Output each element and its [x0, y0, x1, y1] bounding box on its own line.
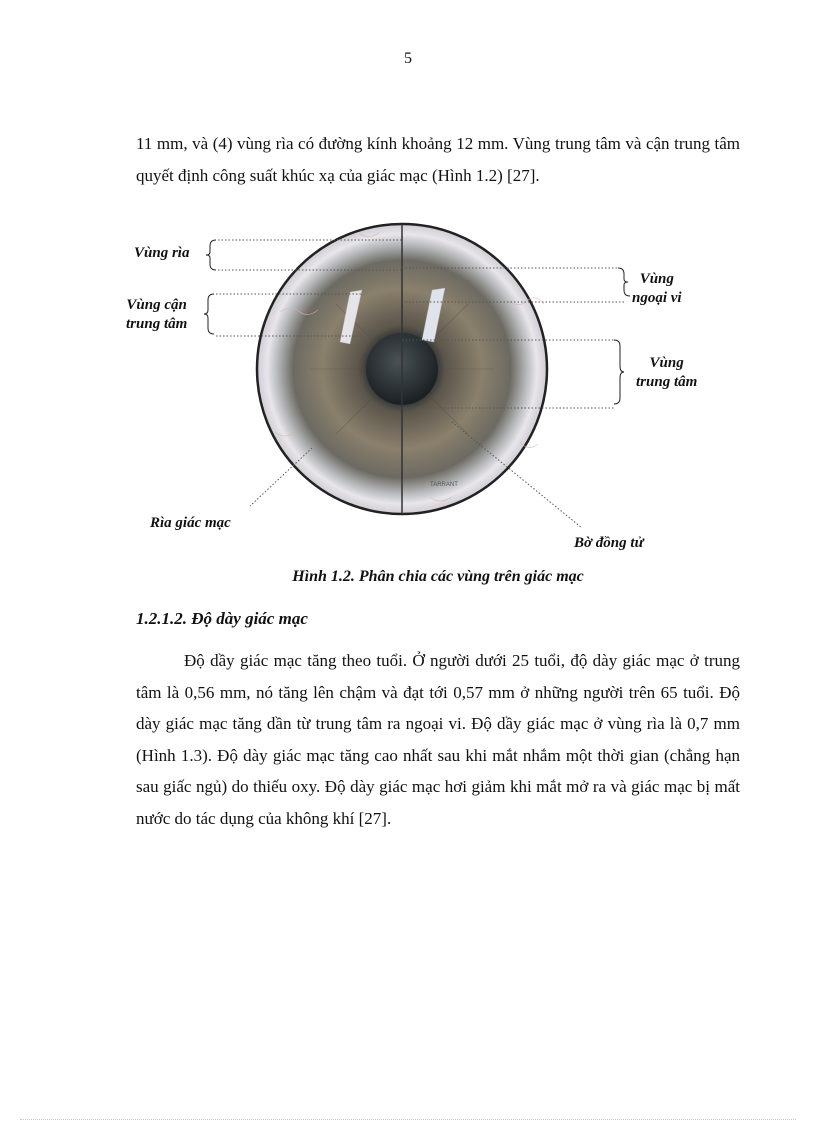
- figure-caption: Hình 1.2. Phân chia các vùng trên giác mạc: [292, 568, 584, 585]
- label-central-zone: Vùng trung tâm: [636, 355, 698, 390]
- intro-paragraph: 11 mm, và (4) vùng rìa có đường kính khoảng 12 mm. Vùng trung tâm và cận trung tâm quyết định công suất khúc xạ của giác mạc (Hình 1.2) [27].: [136, 134, 740, 185]
- label-paracentral-zone: Vùng cận trung tâm: [126, 297, 188, 332]
- page-number: 5: [404, 50, 412, 67]
- footer-divider: [20, 1119, 796, 1120]
- bracket-central: [614, 340, 624, 404]
- label-pupil-margin: Bờ đồng tử: [574, 535, 644, 551]
- bracket-limbus: [206, 240, 216, 270]
- body-paragraph: Độ dầy giác mạc tăng theo tuổi. Ở người dưới 25 tuổi, độ dày giác mạc ở trung tâm là 0,56 mm, nó tăng lên chậm và đạt tới 0,57 mm ở những người trên 65 tuổi. Độ dày giác mạc tăng dần từ trung tâm ra ngoại vi. Độ dầy giác mạc ở vùng rìa là 0,7 mm (Hình 1.3). Độ dày giác mạc tăng cao nhất sau khi mắt nhắm một thời gian (chẳng hạn sau giấc ngủ) do thiếu oxy. Độ dày giác mạc hơi giảm khi mắt mở ra và giác mạc bị mất nước do tác dụng của không khí [27].: [136, 651, 740, 828]
- bracket-paracentral: [204, 294, 214, 334]
- artist-signature: TARRANT: [430, 482, 458, 488]
- bracket-peripheral: [618, 268, 630, 296]
- section-heading: 1.2.1.2. Độ dày giác mạc: [136, 609, 308, 628]
- label-peripheral-zone: Vùng ngoại vi: [632, 271, 682, 306]
- label-limbus-zone: Vùng rìa: [134, 245, 190, 261]
- label-corneal-limbus: Rìa giác mạc: [150, 515, 231, 531]
- figure-cornea-zones: [100, 222, 740, 562]
